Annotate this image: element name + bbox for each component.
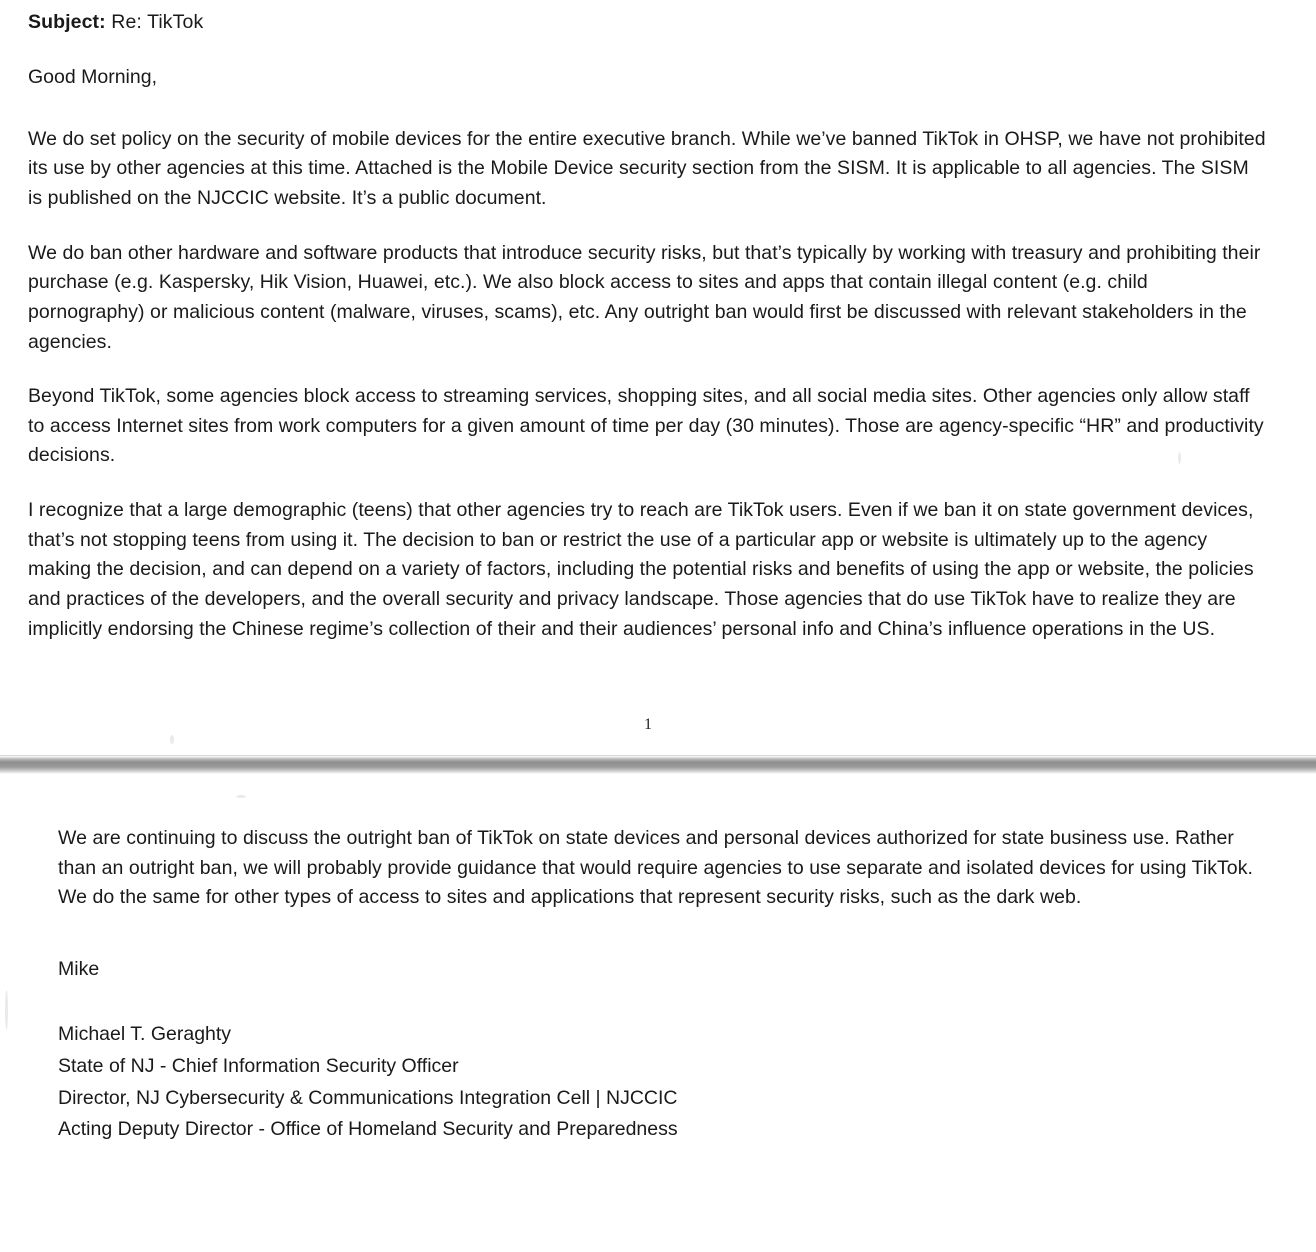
subject-label: Subject: — [28, 11, 106, 33]
subject-line — [28, 10, 1268, 34]
signature-block — [58, 1019, 1268, 1145]
signature-line-name: Michael T. Geraghty — [58, 1023, 232, 1046]
page-number: 1 — [644, 716, 652, 734]
paragraph-2: We do ban other hardware and software products that introduce security risks, but that’s typically by working with treasury and prohibiting their purchase (e.g. Kaspersky, Hik Vision, Huawei, etc.). We also block access to sites and apps that contain illegal content (e.g. child pornography) or malicious content (malware, viruses, scams), etc. Any outright ban would first be discussed with relevant stakeholders in the agencies. — [28, 241, 1261, 353]
signature-line-title: State of NJ - Chief Information Security Officer — [58, 1054, 459, 1077]
sign-off: Mike — [58, 958, 100, 980]
paragraph-3: Beyond TikTok, some agencies block access to streaming services, shopping sites, and all social media sites. Other agencies only allow staff to access Internet sites from work computers for a given amount of time per day (30 minutes). Those are agency-specific “HR” and productivity decisions. — [28, 385, 1264, 467]
scan-page-separator — [0, 755, 1316, 774]
signature-line-director: Director, NJ Cybersecurity & Communications Integration Cell | NJCCIC — [58, 1086, 678, 1109]
paragraph-5: We are continuing to discuss the outright ban of TikTok on state devices and personal devices authorized for state business use. Rather than an outright ban, we will probably provide guidance that would require agencies to use separate and isolated devices for using TikTok. We do the same for other types of access to sites and applications that represent security risks, such as the dark web. — [58, 827, 1253, 909]
scan-speck — [170, 735, 174, 744]
email-page-two — [0, 774, 1316, 1146]
paragraph-1: We do set policy on the security of mobile devices for the entire executive branch. While we’ve banned TikTok in OHSP, we have not prohibited its use by other agencies at this time. Attached is the Mobile Device security section from the SISM. It is applicable to all agencies. The SISM is published on the NJCCIC website. It’s a public document. — [28, 127, 1266, 209]
subject-value: Re: TikTok — [111, 11, 204, 33]
paragraph-4: I recognize that a large demographic (teens) that other agencies try to reach are TikTok users. Even if we ban it on state government devices, that’s not stopping teens from using it. The decision to ban or restrict the use of a particular app or website is ultimately up to the agency making the decision, and can depend on a variety of factors, including the potential risks and benefits of using the app or website, the policies and practices of the developers, and the overall security and privacy landscape. Those agencies that do use TikTok have to realize they are implicitly endorsing the Chinese regime’s collection of their and their audiences’ personal info and China’s influence operations in the US. — [28, 499, 1254, 640]
signature-line-deputy: Acting Deputy Director - Office of Homeland Security and Preparedness — [58, 1118, 678, 1141]
greeting: Good Morning, — [28, 66, 157, 89]
